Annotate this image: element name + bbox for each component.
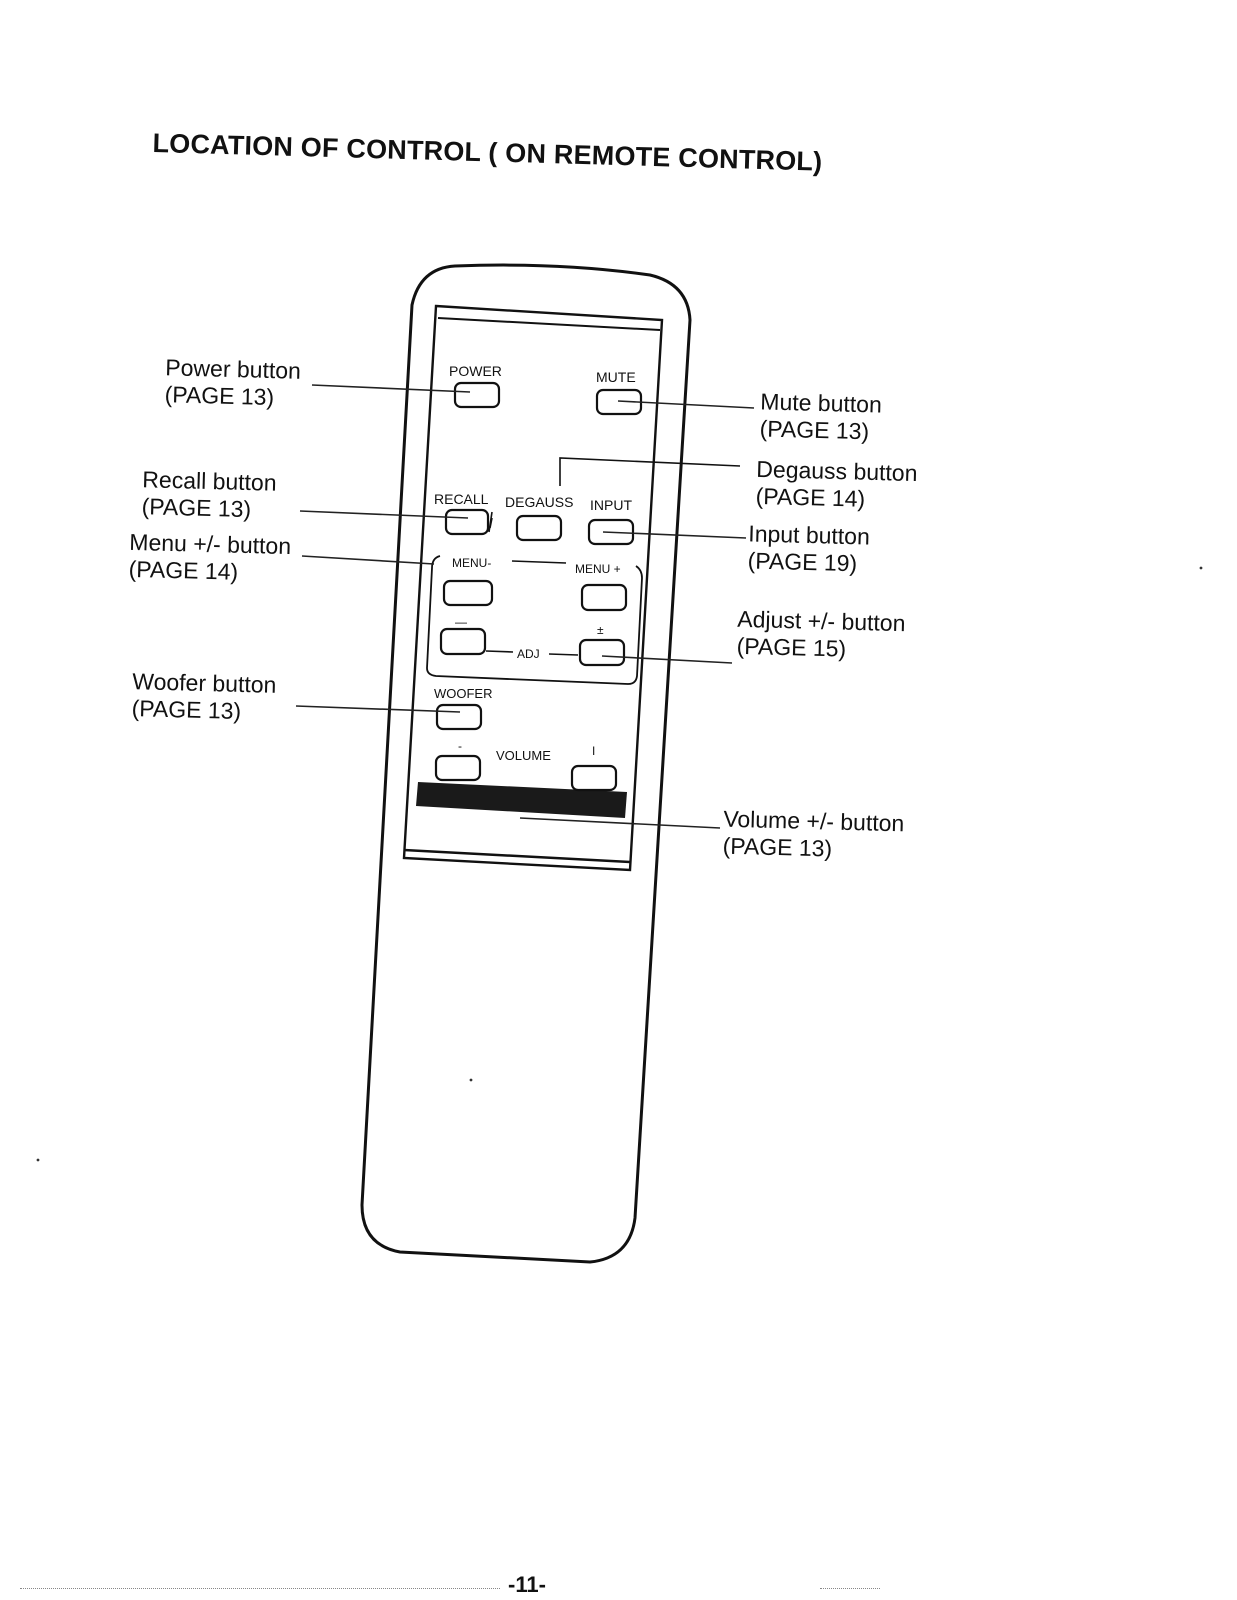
woofer-key	[437, 705, 481, 729]
remote-label-adj-minus: —	[455, 615, 467, 629]
callout-degauss	[755, 456, 917, 514]
callout-recall-page: (PAGE 13)	[141, 493, 252, 523]
callout-input-page: (PAGE 19)	[747, 547, 858, 577]
scan-artifact-line	[20, 1588, 500, 1589]
callout-degauss-name: Degauss button	[756, 455, 918, 487]
adj-minus-key	[441, 629, 485, 654]
callout-power	[164, 354, 301, 412]
callout-volume	[722, 806, 904, 865]
remote-label-mute: MUTE	[596, 369, 636, 385]
remote-label-adj-plus: ±	[597, 623, 604, 637]
scan-artifact-line-right	[820, 1588, 880, 1589]
callout-woofer-page: (PAGE 13)	[131, 695, 242, 724]
remote-label-menu-minus: MENU-	[452, 556, 492, 570]
remote-label-recall: RECALL	[434, 491, 489, 507]
remote-label-adj: ADJ	[517, 647, 540, 661]
power-key	[455, 383, 499, 407]
callout-mute-name: Mute button	[760, 388, 883, 418]
adj-plus-key	[580, 640, 624, 665]
degauss-key	[517, 516, 561, 540]
remote-body	[362, 265, 690, 1262]
callout-recall	[141, 466, 277, 523]
volume-minus-key	[436, 756, 480, 780]
callout-mute	[759, 388, 882, 445]
callout-adjust-name: Adjust +/- button	[737, 605, 906, 637]
remote-label-vol-minus: -	[458, 739, 462, 753]
remote-label-woofer: WOOFER	[434, 686, 493, 701]
remote-label-volume: VOLUME	[496, 748, 551, 763]
callout-menu-page: (PAGE 14)	[128, 555, 239, 585]
remote-label-menu-plus: MENU +	[575, 562, 621, 576]
callout-woofer	[131, 668, 276, 726]
callout-volume-page: (PAGE 13)	[722, 832, 833, 862]
callout-adjust-page: (PAGE 15)	[736, 632, 847, 662]
recall-key	[446, 510, 488, 534]
callout-power-name: Power button	[165, 354, 302, 384]
callout-recall-name: Recall button	[142, 466, 277, 496]
callout-mute-page: (PAGE 13)	[759, 415, 870, 445]
remote-label-power: POWER	[449, 363, 502, 379]
callout-volume-name: Volume +/- button	[723, 805, 905, 837]
callout-power-page: (PAGE 13)	[164, 381, 275, 411]
remote-label-degauss: DEGAUSS	[505, 494, 574, 510]
callout-input	[747, 520, 870, 577]
callout-woofer-name: Woofer button	[132, 668, 277, 698]
menu-plus-key	[582, 585, 626, 610]
volume-plus-key	[572, 766, 616, 790]
callout-menu	[128, 529, 291, 587]
callout-adjust	[736, 606, 905, 664]
page-number: -11-	[508, 1572, 546, 1597]
remote-label-vol-plus: I	[592, 744, 596, 758]
page-title: LOCATION OF CONTROL ( ON REMOTE CONTROL)	[152, 128, 823, 177]
callout-degauss-page: (PAGE 14)	[755, 482, 866, 512]
menu-minus-key	[444, 581, 492, 605]
callout-input-name: Input button	[748, 520, 871, 550]
callout-menu-name: Menu +/- button	[129, 528, 292, 560]
remote-label-input: INPUT	[590, 497, 632, 513]
